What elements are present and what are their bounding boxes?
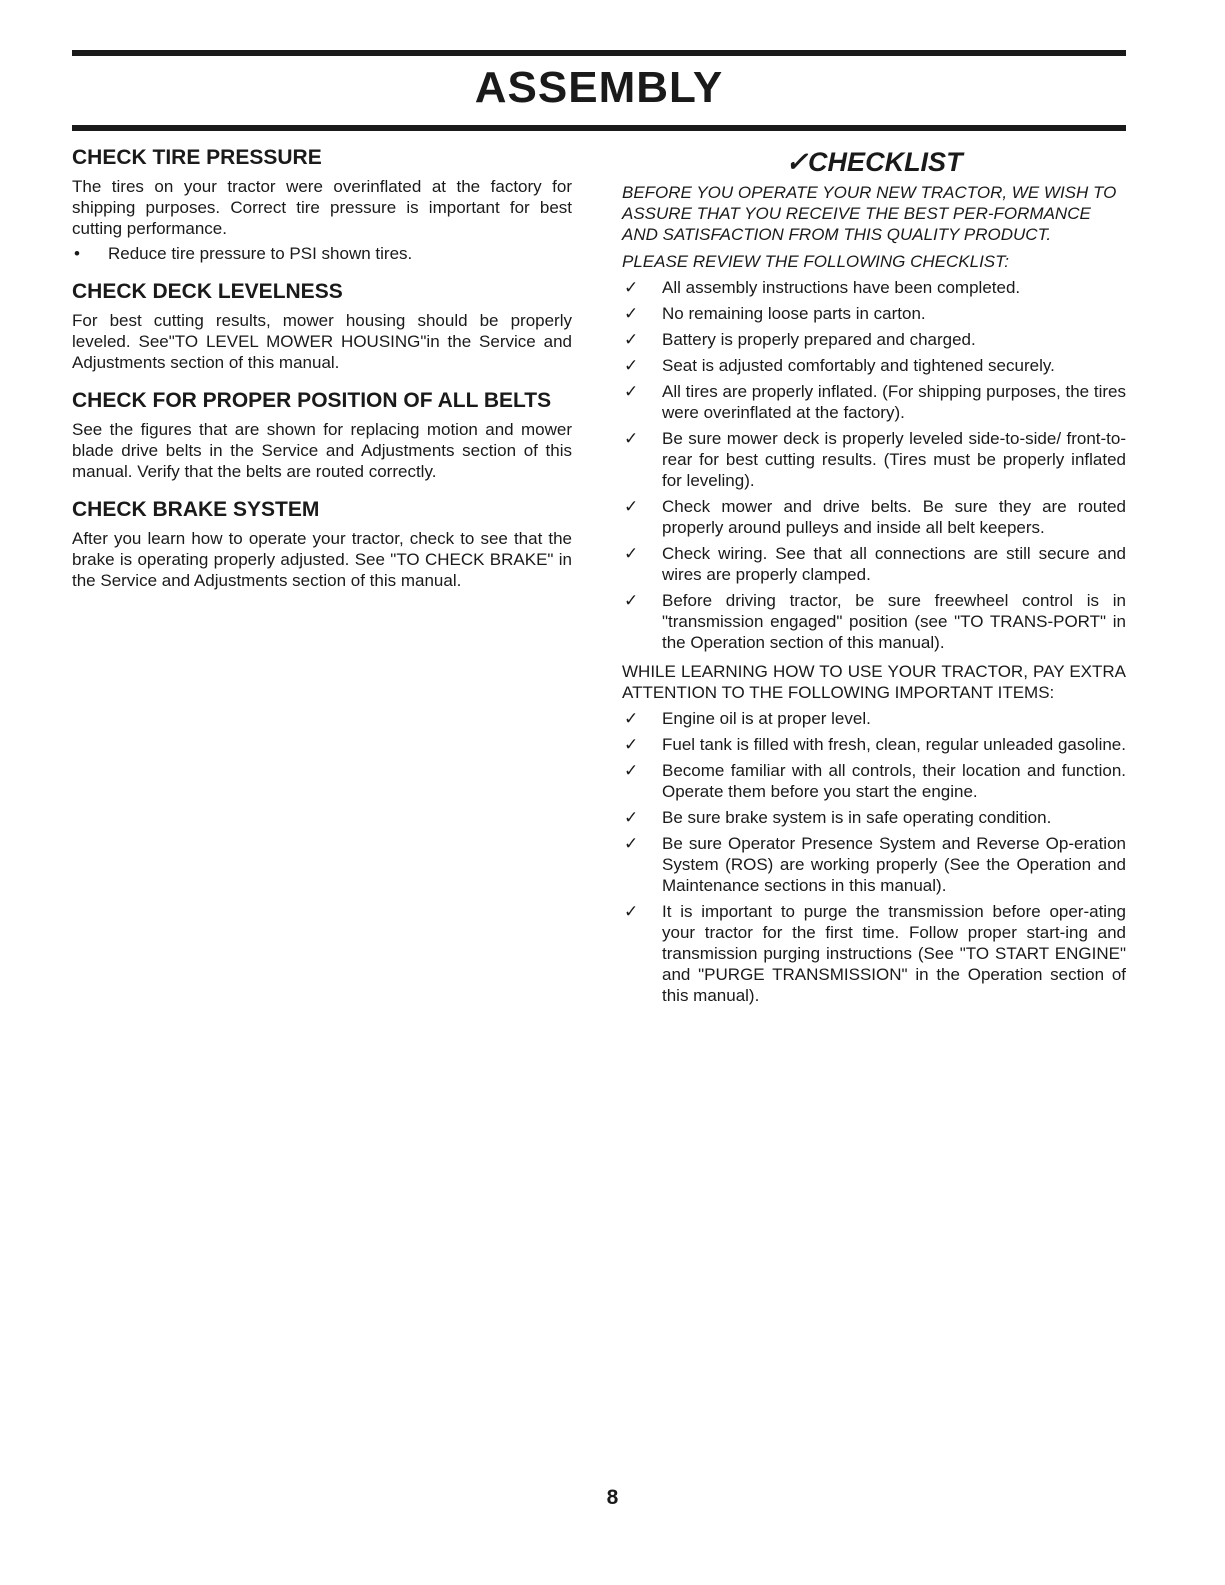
- section-belts: [72, 389, 572, 482]
- checklist-item: [622, 590, 1126, 653]
- heading-deck-levelness: CHECK DECK LEVELNESS: [72, 280, 343, 303]
- checklist-item-text: Fuel tank is filled with fresh, clean, regular unleaded gasoline.: [662, 735, 1126, 754]
- checkmark-icon: ✓: [624, 761, 639, 780]
- page-number: 8: [606, 1486, 619, 1509]
- tire-pressure-bullet-text: Reduce tire pressure to PSI shown tires.: [108, 244, 413, 263]
- left-column: [72, 146, 572, 607]
- while-learning-text: WHILE LEARNING HOW TO USE YOUR TRACTOR, PAY EXTRA ATTENTION TO THE FOLLOWING IMPORTANT ITEMS:: [622, 662, 1126, 702]
- checklist-item: [622, 734, 1126, 755]
- checkmark-icon: ✓: [624, 808, 639, 827]
- checklist-items: [622, 277, 1126, 653]
- brake-system-body: After you learn how to operate your tractor, check to see that the brake is operating properly adjusted. See "TO CHECK BRAKE" in the Service and Adjustments section of this manual.: [72, 529, 572, 590]
- checklist-intro: BEFORE YOU OPERATE YOUR NEW TRACTOR, WE WISH TO ASSURE THAT YOU RECEIVE THE BEST PER-FORMANCE AND SATISFACTION FROM THIS QUALITY PRODUCT.: [622, 183, 1117, 244]
- checkmark-icon: ✓: [624, 356, 639, 375]
- checkmark-icon: ✓: [624, 735, 639, 754]
- checklist-item-text: All tires are properly inflated. (For shipping purposes, the tires were overinflated at the factory).: [662, 382, 1126, 422]
- checkmark-icon: ✓: [624, 382, 639, 401]
- heading-belts: CHECK FOR PROPER POSITION OF ALL BELTS: [72, 389, 552, 412]
- checklist-item-text: Engine oil is at proper level.: [662, 709, 871, 728]
- checkmark-icon: ✓: [624, 544, 639, 563]
- checklist-item: [622, 901, 1126, 1006]
- deck-levelness-body: For best cutting results, mower housing should be properly leveled. See"TO LEVEL MOWER HOUSING"in the Service and Adjustments section of this manual.: [72, 311, 572, 372]
- checklist-item: [622, 277, 1126, 298]
- checklist-item-text: All assembly instructions have been completed.: [662, 278, 1021, 297]
- checklist-item: [622, 496, 1126, 538]
- checkmark-icon: ✓: [624, 330, 639, 349]
- checklist-item-text: Battery is properly prepared and charged.: [662, 330, 976, 349]
- tire-pressure-body: The tires on your tractor were overinflated at the factory for shipping purposes. Correct tire pressure is important for best cutting performance.: [72, 177, 572, 238]
- checklist-item: [622, 543, 1126, 585]
- checkmark-icon: ✓: [624, 834, 639, 853]
- checklist-review-line: PLEASE REVIEW THE FOLLOWING CHECKLIST:: [622, 252, 1009, 271]
- checklist-item-text: No remaining loose parts in carton.: [662, 304, 926, 323]
- checklist-item: [622, 833, 1126, 896]
- checklist-item: [622, 381, 1126, 423]
- heading-brake-system: CHECK BRAKE SYSTEM: [72, 498, 320, 521]
- checklist-item: [622, 428, 1126, 491]
- checklist-item: [622, 329, 1126, 350]
- right-column: [622, 146, 1126, 1006]
- tire-pressure-bullet: [72, 243, 572, 264]
- checklist-item-text: Be sure Operator Presence System and Reverse Op-eration System (ROS) are working properly (See the Operation and Maintenance sections in this manual).: [662, 834, 1126, 895]
- checkmark-icon: ✓: [624, 304, 639, 323]
- checklist-item: [622, 708, 1126, 729]
- checkmark-icon: ✓: [624, 902, 639, 921]
- checklist-title: ✓CHECKLIST: [785, 147, 963, 177]
- checklist-item: [622, 355, 1126, 376]
- bullet-dot-icon: •: [74, 244, 80, 263]
- checkmark-icon: ✓: [624, 497, 639, 516]
- checklist-item-text: Seat is adjusted comfortably and tightened securely.: [662, 356, 1055, 375]
- section-brake-system: [72, 498, 572, 591]
- page-title: ASSEMBLY: [474, 63, 724, 112]
- checklist-item-text: Become familiar with all controls, their location and function. Operate them before you start the engine.: [662, 761, 1126, 801]
- important-items: [622, 708, 1126, 1006]
- checklist-item-text: Be sure mower deck is properly leveled side-to-side/ front-to-rear for best cutting results. (Tires must be properly inflated for leveling).: [662, 429, 1126, 490]
- checklist-item-text: Check mower and drive belts. Be sure they are routed properly around pulleys and inside all belt keepers.: [662, 497, 1126, 537]
- checkmark-icon: ✓: [624, 429, 639, 448]
- section-deck-levelness: [72, 280, 572, 373]
- section-tire-pressure: [72, 146, 572, 264]
- checkmark-icon: ✓: [624, 709, 639, 728]
- checklist-item-text: Before driving tractor, be sure freewheel control is in "transmission engaged" position (see "TO TRANS-PORT" in the Operation section of this manual).: [662, 591, 1126, 652]
- checkmark-icon: ✓: [624, 278, 639, 297]
- checklist-item: [622, 760, 1126, 802]
- checklist-item-text: It is important to purge the transmission before oper-ating your tractor for the first time. Follow proper start-ing and transmission purging instructions (See "TO START ENGINE" and "PURGE TRANSMISSION" in the Operation section of this manual).: [662, 902, 1126, 1005]
- belts-body: See the figures that are shown for replacing motion and mower blade drive belts in the Service and Adjustments section of this manual. Verify that the belts are routed correctly.: [72, 420, 572, 481]
- checkmark-icon: ✓: [624, 591, 639, 610]
- checklist-item-text: Be sure brake system is in safe operating condition.: [662, 808, 1052, 827]
- checklist-item: [622, 303, 1126, 324]
- top-rule: [72, 50, 1126, 56]
- title-underline-rule: [72, 125, 1126, 131]
- checklist-item-text: Check wiring. See that all connections are still secure and wires are properly clamped.: [662, 544, 1126, 584]
- checklist-item: [622, 807, 1126, 828]
- heading-tire-pressure: CHECK TIRE PRESSURE: [72, 146, 322, 169]
